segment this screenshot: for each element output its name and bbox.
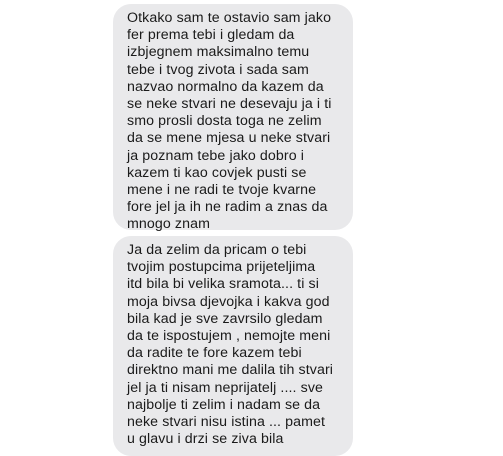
message-text-line: tvojim postupcima prijeteljima bbox=[127, 259, 316, 276]
message-text-line: jel ja ti nisam neprijatelj .... sve bbox=[127, 379, 323, 396]
message-text-line: u glavu i drzi se ziva bila bbox=[127, 431, 284, 448]
message-text-line: moja bivsa djevojka i kakva god bbox=[127, 293, 330, 310]
message-thread[interactable] bbox=[103, 0, 401, 448]
message-text-line: mnogo znam bbox=[127, 216, 211, 233]
message-text-line: fore jel ja ih ne radim a znas da bbox=[127, 199, 328, 216]
message-text-line: neke stvari nisu istina ... pamet bbox=[127, 414, 326, 431]
message-text-line: direktno mani me dalila tih stvari bbox=[127, 362, 334, 379]
message-text-line: da se mene mjesa u neke stvari bbox=[127, 130, 331, 147]
message-text-line: ja poznam tebe jako dobro i bbox=[127, 147, 305, 164]
message-text-line: nazvao normalno da kazem da bbox=[127, 78, 324, 95]
left-margin bbox=[0, 0, 100, 430]
message-text-line: fer prema tebi i gledam da bbox=[127, 27, 295, 44]
message-text-line: itd bila bi velika sramota... ti si bbox=[127, 276, 319, 293]
message-text-line: najbolje ti zelim i nadam se da bbox=[127, 396, 321, 413]
message-text-line: kazem ti kao covjek pusti se bbox=[127, 164, 307, 181]
message-text-line: bila kad je sve zavrsilo gledam bbox=[127, 310, 323, 327]
message-text-line: Otkako sam te ostavio sam jako bbox=[127, 10, 332, 26]
message-text-line: smo prosli dosta toga ne zelim bbox=[127, 113, 322, 130]
message-text-line: tebe i tvog zivota i sada sam bbox=[127, 61, 309, 78]
message-text-line: se neke stvari ne desevaju ja i ti bbox=[127, 96, 332, 113]
incoming-message-bubble[interactable] bbox=[113, 4, 353, 233]
incoming-message-bubble[interactable] bbox=[113, 236, 353, 456]
message-text-line: da radite te fore kazem tebi bbox=[127, 345, 302, 362]
message-text-line: mene i ne radi te tvoje kvarne bbox=[127, 182, 317, 199]
message-text-line: Ja da zelim da pricam o tebi bbox=[127, 242, 307, 258]
message-text-line: da te ispostujem , nemojte meni bbox=[127, 328, 331, 345]
message-text-line: izbjegnem maksimalno temu bbox=[127, 44, 310, 61]
right-margin bbox=[403, 0, 503, 430]
